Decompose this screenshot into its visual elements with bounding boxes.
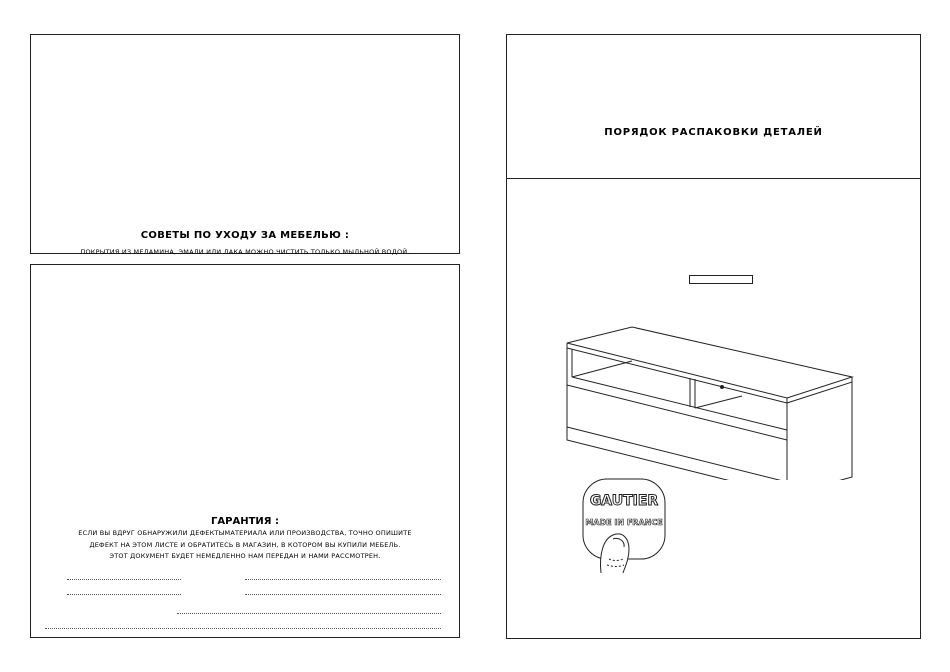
stamp-subtitle: MADE IN FRANCE [585, 518, 663, 527]
form-line-1b[interactable] [245, 579, 441, 580]
section-divider [507, 178, 920, 179]
form-line-3[interactable] [177, 613, 441, 614]
unpacking-title: ПОРЯДОК РАСПАКОВКИ ДЕТАЛЕЙ [604, 127, 823, 138]
brand-stamp-illustration [579, 475, 669, 575]
form-line-2b[interactable] [245, 594, 441, 595]
care-panel [30, 34, 460, 254]
warranty-title: ГАРАНТИЯ : [211, 516, 279, 527]
stamp-brand: GAUTIER [589, 493, 659, 509]
warranty-line-1: ЕСЛИ ВЫ ВДРУГ ОБНАРУЖИЛИ ДЕФЕКТЫМАТЕРИАЛА ИЛИ ПРОИЗВОДСТВА, ТОЧНО ОПИШИТЕ [78, 529, 412, 537]
warranty-panel [30, 264, 460, 638]
form-line-1a[interactable] [67, 579, 181, 580]
care-title: СОВЕТЫ ПО УХОДУ ЗА МЕБЕЛЬЮ : [140, 230, 350, 241]
label-box [689, 275, 753, 284]
care-text: ПОКРЫТИЯ ИЗ МЕЛАМИНА, ЭМАЛИ ИЛИ ЛАКА МОЖНО ЧИСТИТЬ ТОЛЬКО МЫЛЬНОЙ ВОДОЙ. [80, 248, 410, 256]
form-line-2a[interactable] [67, 594, 181, 595]
tv-stand-illustration [562, 325, 862, 480]
warranty-line-2: ДЕФЕКТ НА ЭТОМ ЛИСТЕ И ОБРАТИТЕСЬ В МАГАЗИН, В КОТОРОМ ВЫ КУПИЛИ МЕБЕЛЬ. [89, 541, 401, 549]
warranty-line-3: ЭТОТ ДОКУМЕНТ БУДЕТ НЕМЕДЛЕННО НАМ ПЕРЕДАН И НАМИ РАССМОТРЕН. [109, 552, 381, 560]
unpacking-panel [506, 34, 921, 639]
form-line-4[interactable] [45, 628, 441, 629]
